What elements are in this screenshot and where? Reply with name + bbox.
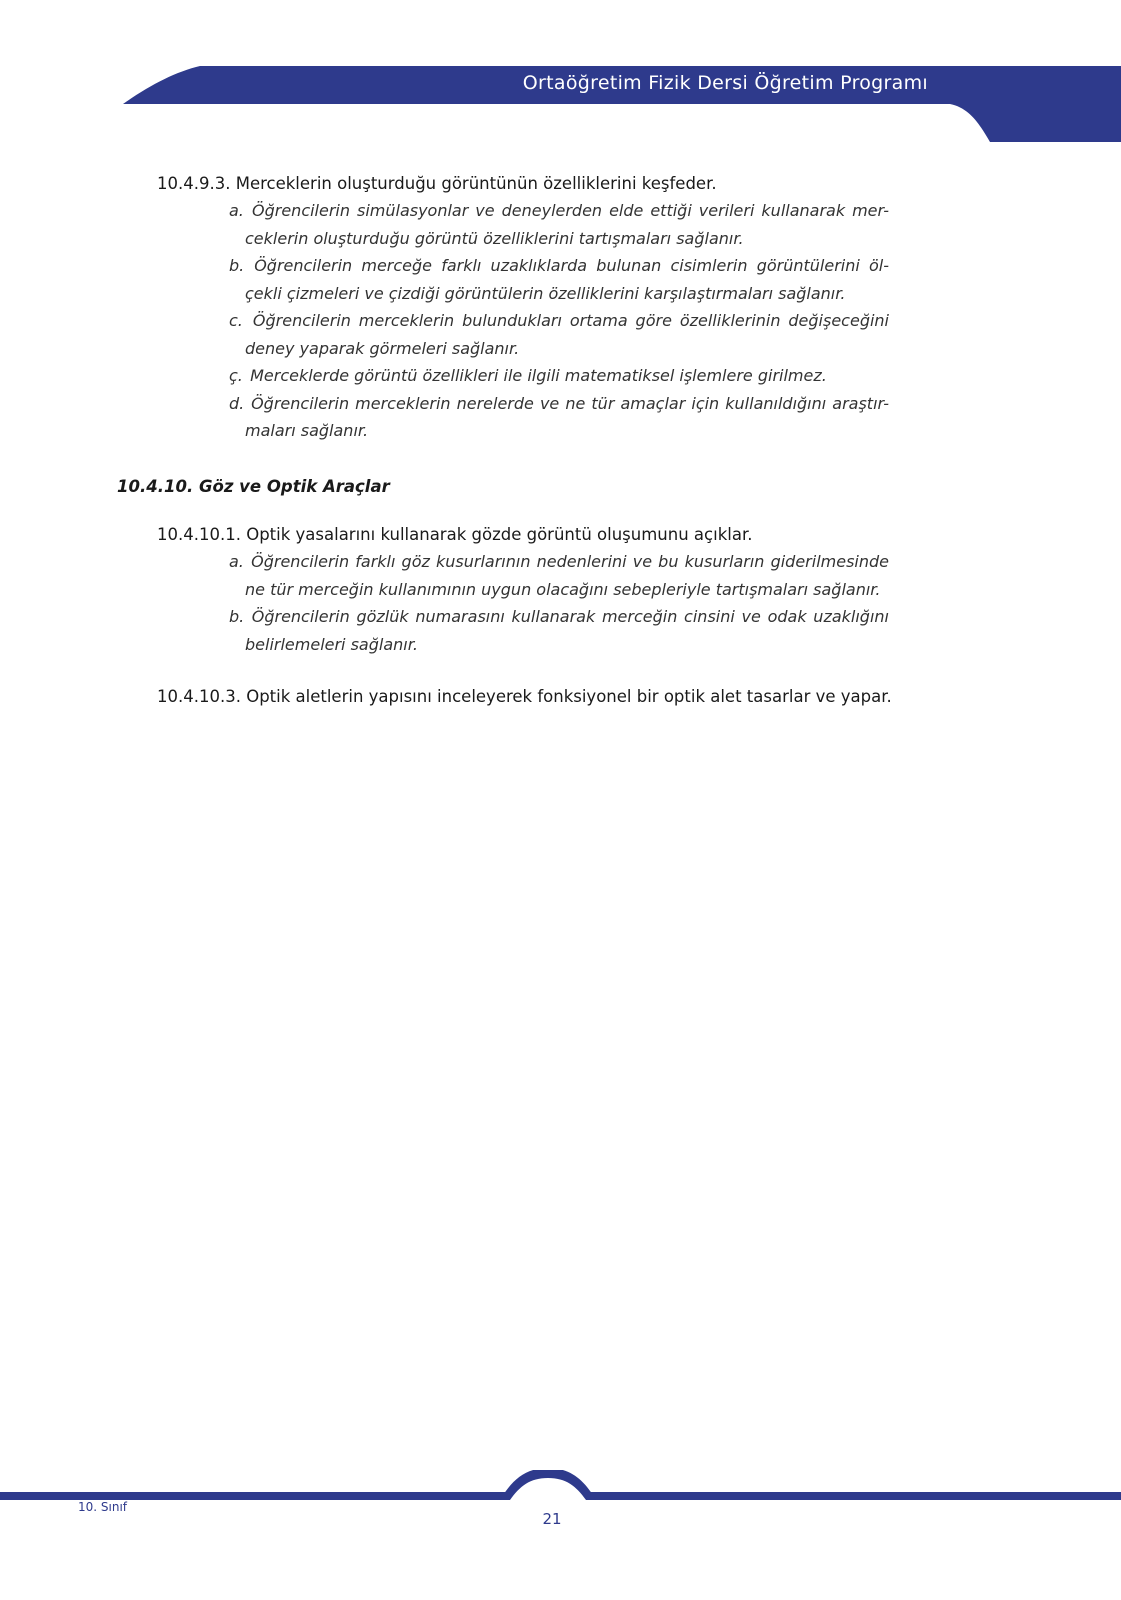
section-heading: 10.4.10. Göz ve Optik Araçlar <box>117 477 390 496</box>
list-marker: a. <box>229 201 244 220</box>
list-item <box>229 390 889 445</box>
list-marker: b. <box>229 256 245 275</box>
list-item <box>229 603 889 658</box>
list-item-text: Öğrencilerin merceklerin nerelerde ve ne tür amaçlar için kullanıldığını araştır-maları sağlanır. <box>245 393 889 440</box>
list-item <box>229 307 889 362</box>
list-item <box>229 197 889 252</box>
footer-band <box>0 1470 1121 1540</box>
list-marker: c. <box>229 311 243 330</box>
objective-10-4-10-1-items <box>229 548 889 658</box>
list-item-text: Öğrencilerin farklı göz kusurlarının nedenlerini ve bu kusurların giderilmesinde ne tür merceğin kullanımının uygun olacağını sebepleriyle tartışmaları sağlanır. <box>245 552 889 599</box>
list-marker: d. <box>229 393 245 413</box>
list-item-text: Öğrencilerin gözlük numarasını kullanarak merceğin cinsini ve odak uzaklığını belirlemeleri sağlanır. <box>245 607 889 654</box>
list-item <box>229 252 889 307</box>
footer-rule-right <box>588 1492 1121 1500</box>
objective-10-4-10-1: 10.4.10.1. Optik yasalarını kullanarak gözde görüntü oluşumunu açıklar. <box>157 525 753 544</box>
page-number: 21 <box>542 1510 562 1528</box>
footer-grade: 10. Sınıf <box>78 1500 128 1514</box>
header-title: Ortaöğretim Fizik Dersi Öğretim Programı <box>522 72 928 94</box>
objective-10-4-10-3: 10.4.10.3. Optik aletlerin yapısını inceleyerek fonksiyonel bir optik alet tasarlar ve yapar. <box>157 687 892 706</box>
list-item-text: Merceklerde görüntü özellikleri ile ilgili matematiksel işlemlere girilmez. <box>250 366 827 385</box>
page-number-arch <box>500 1470 596 1500</box>
list-item-text: Öğrencilerin simülasyonlar ve deneylerden elde ettiği verileri kullanarak mer-ceklerin oluşturduğu görüntü özelliklerini tartışmaları sağlanır. <box>245 201 890 248</box>
list-item <box>229 362 889 390</box>
list-marker: ç. <box>229 366 243 385</box>
list-marker: a. <box>229 552 244 571</box>
footer-rule-left <box>0 1492 508 1500</box>
objective-10-4-9-3: 10.4.9.3. Merceklerin oluşturduğu görüntünün özelliklerini keşfeder. <box>157 174 717 193</box>
list-marker: b. <box>229 607 245 626</box>
list-item <box>229 548 889 603</box>
list-item-text: Öğrencilerin merceklerin bulundukları ortama göre özelliklerinin değişeceğini deney yaparak görmeleri sağlanır. <box>245 311 890 358</box>
objective-10-4-9-3-items <box>229 197 889 445</box>
list-item-text: Öğrencilerin merceğe farklı uzaklıklarda bulunan cisimlerin görüntülerini öl-çekli çizmeleri ve çizdiği görüntülerin özelliklerini karşılaştırmaları sağlanır. <box>245 256 889 303</box>
